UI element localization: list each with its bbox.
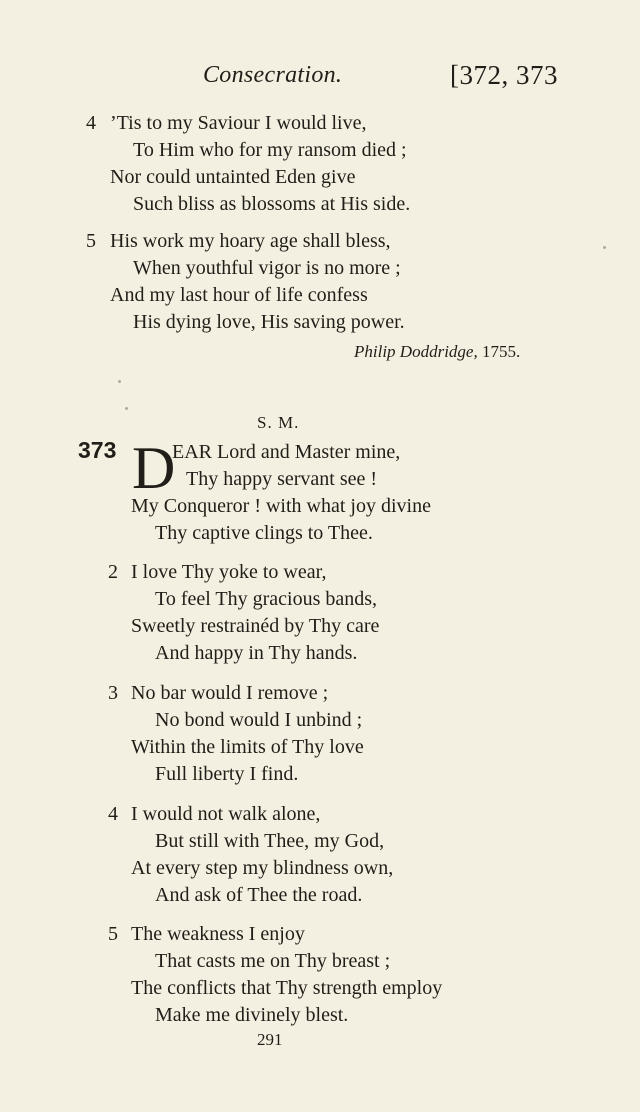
drop-cap: D xyxy=(132,435,176,501)
verse-line: And ask of Thee the road. xyxy=(155,884,363,906)
verse-line: The weakness I enjoy xyxy=(131,923,305,945)
verse-line: Sweetly restrainéd by Thy care xyxy=(131,615,380,637)
verse-line: Such bliss as blossoms at His side. xyxy=(133,193,411,215)
verse-number: 5 xyxy=(86,230,96,252)
verse-line: And my last hour of life confess xyxy=(110,284,368,306)
verse-line: His work my hoary age shall bless, xyxy=(110,230,391,252)
verse-line: At every step my blindness own, xyxy=(131,857,394,879)
attribution-author: Philip Doddridge, xyxy=(354,342,478,361)
verse-line: I would not walk alone, xyxy=(131,803,321,825)
verse-line: Thy happy servant see ! xyxy=(186,468,378,490)
verse-line: No bar would I remove ; xyxy=(131,682,329,704)
verse-line: My Conqueror ! with what joy divine xyxy=(131,495,431,517)
verse-line: Within the limits of Thy love xyxy=(131,736,364,758)
verse-line: But still with Thee, my God, xyxy=(155,830,385,852)
paper-speck xyxy=(118,380,121,383)
section-title: Consecration. xyxy=(203,62,343,88)
verse-line: ’Tis to my Saviour I would live, xyxy=(110,112,367,134)
verse-line: His dying love, His saving power. xyxy=(133,311,405,333)
verse-line: Make me divinely blest. xyxy=(155,1004,349,1026)
paper-speck xyxy=(603,246,606,249)
verse-line: No bond would I unbind ; xyxy=(155,709,363,731)
verse-number: 2 xyxy=(108,561,118,583)
paper-speck xyxy=(125,407,128,410)
verse-line: To Him who for my ransom died ; xyxy=(133,139,407,161)
verse-line: That casts me on Thy breast ; xyxy=(155,950,391,972)
verse-number: 3 xyxy=(108,682,118,704)
meter: S. M. xyxy=(257,413,300,432)
verse-line: The conflicts that Thy strength employ xyxy=(131,977,443,999)
verse-line: Full liberty I find. xyxy=(155,763,299,785)
hymn-number: 373 xyxy=(78,437,117,463)
verse-line: And happy in Thy hands. xyxy=(155,642,358,664)
verse-number: 4 xyxy=(86,112,96,134)
verse-line: I love Thy yoke to wear, xyxy=(131,561,327,583)
verse-number: 4 xyxy=(108,803,118,825)
attribution xyxy=(354,342,520,362)
verse-line: Nor could untainted Eden give xyxy=(110,166,356,188)
hymn-range: [372, 373 xyxy=(450,60,558,90)
verse-line: EAR Lord and Master mine, xyxy=(172,441,401,463)
verse-number: 5 xyxy=(108,923,118,945)
verse-line: When youthful vigor is no more ; xyxy=(133,257,401,279)
page-number: 291 xyxy=(257,1030,283,1049)
attribution-year: 1755. xyxy=(481,342,521,361)
verse-line: To feel Thy gracious bands, xyxy=(155,588,378,610)
verse-line: Thy captive clings to Thee. xyxy=(155,522,373,544)
